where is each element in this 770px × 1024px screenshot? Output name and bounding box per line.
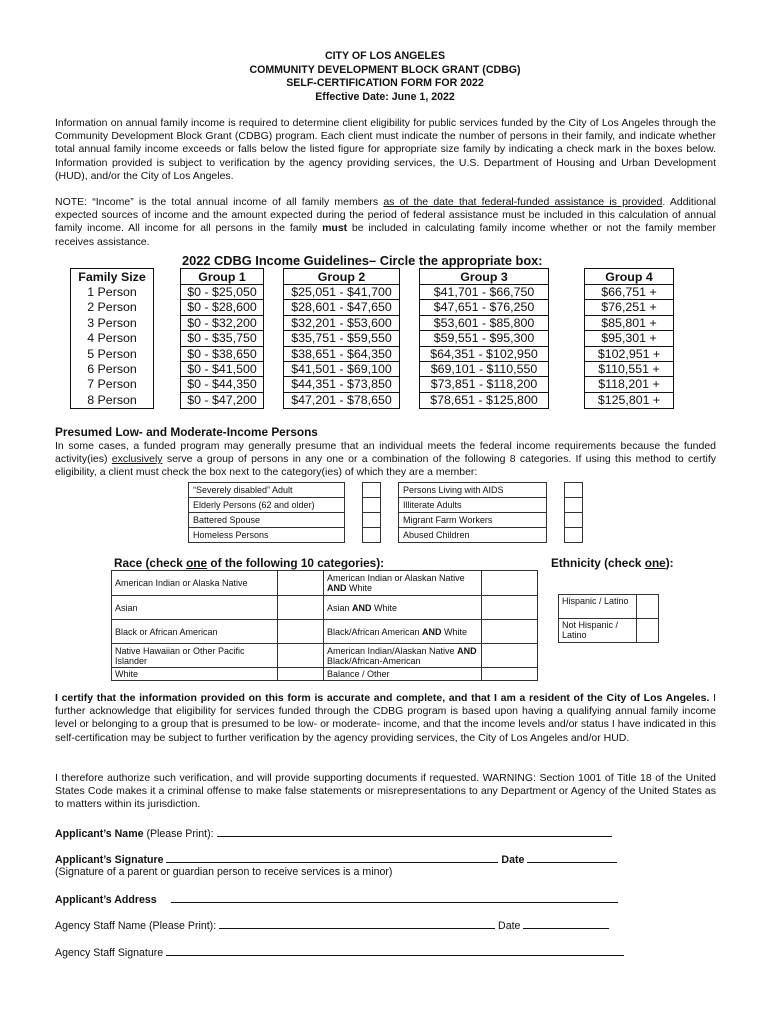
intro-paragraph: Information on annual family income is required to determine client eligibility for public services funded by the City of Los Angeles through the Community Development Block Grant (CDBG) program. Each client must indicate the number of persons in their family, and indicate whether total annual family income exceeds or falls below the listed figure for appropriate size family by indicating a check mark in the boxes below. Information provided is subject to verification by the agency providing services, the U.S. Department of Housing and Urban Development (HUD), and/or the City of Los Angeles.: [55, 117, 716, 182]
race-label: Native Hawaiian or Other Pacific Islander: [112, 644, 278, 668]
header-city: CITY OF LOS ANGELES: [324, 50, 446, 62]
group1-cell[interactable]: $0 - $28,600: [181, 300, 263, 315]
ethnicity-title: Ethnicity (check one):: [551, 556, 674, 570]
race-label: Asian: [112, 596, 278, 620]
race-label: Black or African American: [112, 620, 278, 644]
group1-cell[interactable]: $0 - $38,650: [181, 347, 263, 362]
race-label: Asian AND White: [324, 596, 482, 620]
presumed-paragraph: In some cases, a funded program may generally presume that an individual meets the federal income requirements because the funded activity(ies) exclusively serve a group of persons in any one or a combination of the following 8 categories. If using this method to certify eligibility, a client must check the box next to the category(ies) of which they are a member:: [55, 440, 716, 479]
form-header: [0, 50, 770, 104]
race-label: Balance / Other: [324, 668, 482, 681]
category-checkbox[interactable]: [363, 498, 381, 513]
applicant-name-field[interactable]: [217, 827, 612, 837]
group1-cell[interactable]: $0 - $35,750: [181, 331, 263, 346]
group4-cell[interactable]: $118,201 +: [585, 377, 673, 392]
race-checkbox[interactable]: [482, 571, 538, 596]
group4-cell[interactable]: $110,551 +: [585, 362, 673, 377]
group2-header: Group 2: [284, 269, 399, 285]
group3-cell[interactable]: $73,851 - $118,200: [420, 377, 548, 392]
applicant-signature-field[interactable]: [166, 853, 498, 863]
family-size-cell: 5 Person: [87, 346, 137, 361]
family-size-cell: 4 Person: [87, 331, 137, 346]
spacer: [345, 498, 363, 513]
group2-cell[interactable]: $32,201 - $53,600: [284, 316, 399, 331]
group2-cell[interactable]: $38,651 - $64,350: [284, 347, 399, 362]
group2-cell[interactable]: $35,751 - $59,550: [284, 331, 399, 346]
signature-note: (Signature of a parent or guardian person to receive services is a minor): [55, 866, 393, 878]
category-label: Battered Spouse: [189, 513, 345, 528]
race-label: American Indian or Alaskan Native AND White: [324, 571, 482, 596]
header-effective-date: Effective Date: June 1, 2022: [315, 90, 455, 103]
group3-cell[interactable]: $78,651 - $125,800: [430, 392, 538, 407]
race-table: [111, 570, 538, 681]
authorize-paragraph: I therefore authorize such verification, and will provide supporting documents if requested. WARNING: Section 1001 of Title 18 of the United States Code makes it a criminal offense to make false statements or misrepresentations to any Department or Agency of the United States as to matters within its jurisdiction.: [55, 772, 716, 811]
race-label: White: [112, 668, 278, 681]
group4-header: Group 4: [585, 269, 673, 285]
group1-cell[interactable]: $0 - $47,200: [187, 392, 257, 407]
family-size-cell: 2 Person: [87, 300, 137, 315]
category-label: Homeless Persons: [189, 528, 345, 543]
race-checkbox[interactable]: [482, 596, 538, 620]
race-label: Black/African American AND White: [324, 620, 482, 644]
ethnicity-checkbox[interactable]: [637, 595, 659, 619]
applicant-date-field[interactable]: [527, 853, 617, 863]
group2-cell[interactable]: $44,351 - $73,850: [284, 377, 399, 392]
family-size-cell: 8 Person: [87, 392, 137, 407]
spacer: [345, 528, 363, 543]
family-size-column: [70, 268, 154, 409]
group2-column: [283, 268, 400, 409]
race-checkbox[interactable]: [482, 620, 538, 644]
race-label: American Indian or Alaska Native: [112, 571, 278, 596]
note-paragraph: NOTE: “Income” is the total annual income of all family members as of the date that federal-funded assistance is provided. Additional expected sources of income and the amount expected during the period of federal assistance must be included in this calculation of annual family income. All income for all persons in the family must be included in calculating family income whether or not the family member receives assistance.: [55, 196, 717, 248]
family-size-cell: 6 Person: [87, 361, 137, 376]
group2-cell[interactable]: $47,201 - $78,650: [291, 392, 392, 407]
staff-date-field[interactable]: [523, 919, 609, 929]
race-checkbox[interactable]: [278, 620, 324, 644]
group3-cell[interactable]: $41,701 - $66,750: [420, 285, 548, 300]
certify-paragraph: I certify that the information provided on this form is accurate and complete, and that I am a resident of the City of Los Angeles. I further acknowledge that eligibility for services funded through the CDBG program is based upon having a qualifying annual family income level or belonging to a group that is presumed to be low- or moderate- income, and that the income levels and/or status I have indicated in this self-certification may be subject to further verification by the agency providing services, the City of Los Angeles and/or HUD.: [55, 692, 716, 744]
group1-cell[interactable]: $0 - $25,050: [181, 285, 263, 300]
ethnicity-label: Not Hispanic / Latino: [559, 619, 637, 643]
ethnicity-label: Hispanic / Latino: [559, 595, 637, 619]
header-program: COMMUNITY DEVELOPMENT BLOCK GRANT (CDBG): [249, 63, 521, 76]
group1-header: Group 1: [181, 269, 263, 285]
race-checkbox[interactable]: [482, 644, 538, 668]
group2-cell[interactable]: $25,051 - $41,700: [284, 285, 399, 300]
group1-cell[interactable]: $0 - $41,500: [181, 362, 263, 377]
applicant-signature-line: Applicant’s Signature Date: [55, 853, 617, 867]
category-label: Illiterate Adults: [399, 498, 547, 513]
applicant-address-line: Applicant’s Address: [55, 893, 618, 907]
ethnicity-table: [558, 594, 659, 643]
spacer: [547, 483, 565, 498]
group4-cell[interactable]: $102,951 +: [585, 347, 673, 362]
header-form-title: SELF-CERTIFICATION FORM FOR 2022: [286, 77, 484, 89]
group3-header: Group 3: [420, 269, 548, 285]
presumed-categories-right: [398, 482, 583, 543]
applicant-name-line: Applicant’s Name (Please Print):: [55, 827, 612, 841]
spacer: [547, 513, 565, 528]
spacer: [345, 513, 363, 528]
group3-column: [419, 268, 549, 409]
race-checkbox[interactable]: [278, 571, 324, 596]
group1-column: [180, 268, 264, 409]
family-size-header: Family Size: [78, 270, 146, 284]
spacer: [345, 483, 363, 498]
group3-cell[interactable]: $47,651 - $76,250: [420, 300, 548, 315]
applicant-address-field[interactable]: [171, 893, 618, 903]
race-label: American Indian/Alaskan Native AND Black/African-American: [324, 644, 482, 668]
family-size-cell: 7 Person: [87, 377, 137, 392]
category-checkbox[interactable]: [565, 513, 583, 528]
race-title: Race (check one of the following 10 categories):: [114, 556, 385, 570]
category-label: Elderly Persons (62 and older): [189, 498, 345, 513]
spacer: [547, 498, 565, 513]
staff-name-line: Agency Staff Name (Please Print): Date: [55, 919, 609, 933]
family-size-cell: 1 Person: [87, 285, 137, 299]
group1-cell[interactable]: $0 - $44,350: [181, 377, 263, 392]
group4-cell[interactable]: $125,801 +: [597, 392, 661, 407]
group4-cell[interactable]: $85,801 +: [585, 316, 673, 331]
group4-cell[interactable]: $66,751 +: [585, 285, 673, 300]
group2-cell[interactable]: $41,501 - $69,100: [284, 362, 399, 377]
family-size-cell: 3 Person: [87, 315, 137, 330]
presumed-title: Presumed Low- and Moderate-Income Persons: [55, 425, 318, 439]
category-checkbox[interactable]: [565, 498, 583, 513]
category-checkbox[interactable]: [565, 483, 583, 498]
group4-cell[interactable]: $76,251 +: [585, 300, 673, 315]
category-checkbox[interactable]: [363, 483, 381, 498]
spacer: [547, 528, 565, 543]
category-label: “Severely disabled” Adult: [189, 483, 345, 498]
group3-cell[interactable]: $64,351 - $102,950: [420, 347, 548, 362]
race-checkbox[interactable]: [278, 644, 324, 668]
race-checkbox[interactable]: [278, 668, 324, 681]
group4-cell[interactable]: $95,301 +: [585, 331, 673, 346]
race-checkbox[interactable]: [482, 668, 538, 681]
group4-column: [584, 268, 674, 409]
category-checkbox[interactable]: [363, 528, 381, 543]
presumed-categories-left: [188, 482, 381, 543]
group3-cell[interactable]: $53,601 - $85,800: [420, 316, 548, 331]
income-guidelines-title: 2022 CDBG Income Guidelines– Circle the appropriate box:: [182, 253, 543, 268]
group1-cell[interactable]: $0 - $32,200: [181, 316, 263, 331]
category-checkbox[interactable]: [363, 513, 381, 528]
staff-signature-field[interactable]: [166, 946, 624, 956]
category-label: Migrant Farm Workers: [399, 513, 547, 528]
race-checkbox[interactable]: [278, 596, 324, 620]
group3-cell[interactable]: $59,551 - $95,300: [420, 331, 548, 346]
category-label: Abused Children: [399, 528, 547, 543]
ethnicity-checkbox[interactable]: [637, 619, 659, 643]
staff-signature-line: Agency Staff Signature: [55, 946, 624, 960]
category-label: Persons Living with AIDS: [399, 483, 547, 498]
category-checkbox[interactable]: [565, 528, 583, 543]
group3-cell[interactable]: $69,101 - $110,550: [420, 362, 548, 377]
staff-name-field[interactable]: [219, 919, 495, 929]
group2-cell[interactable]: $28,601 - $47,650: [284, 300, 399, 315]
